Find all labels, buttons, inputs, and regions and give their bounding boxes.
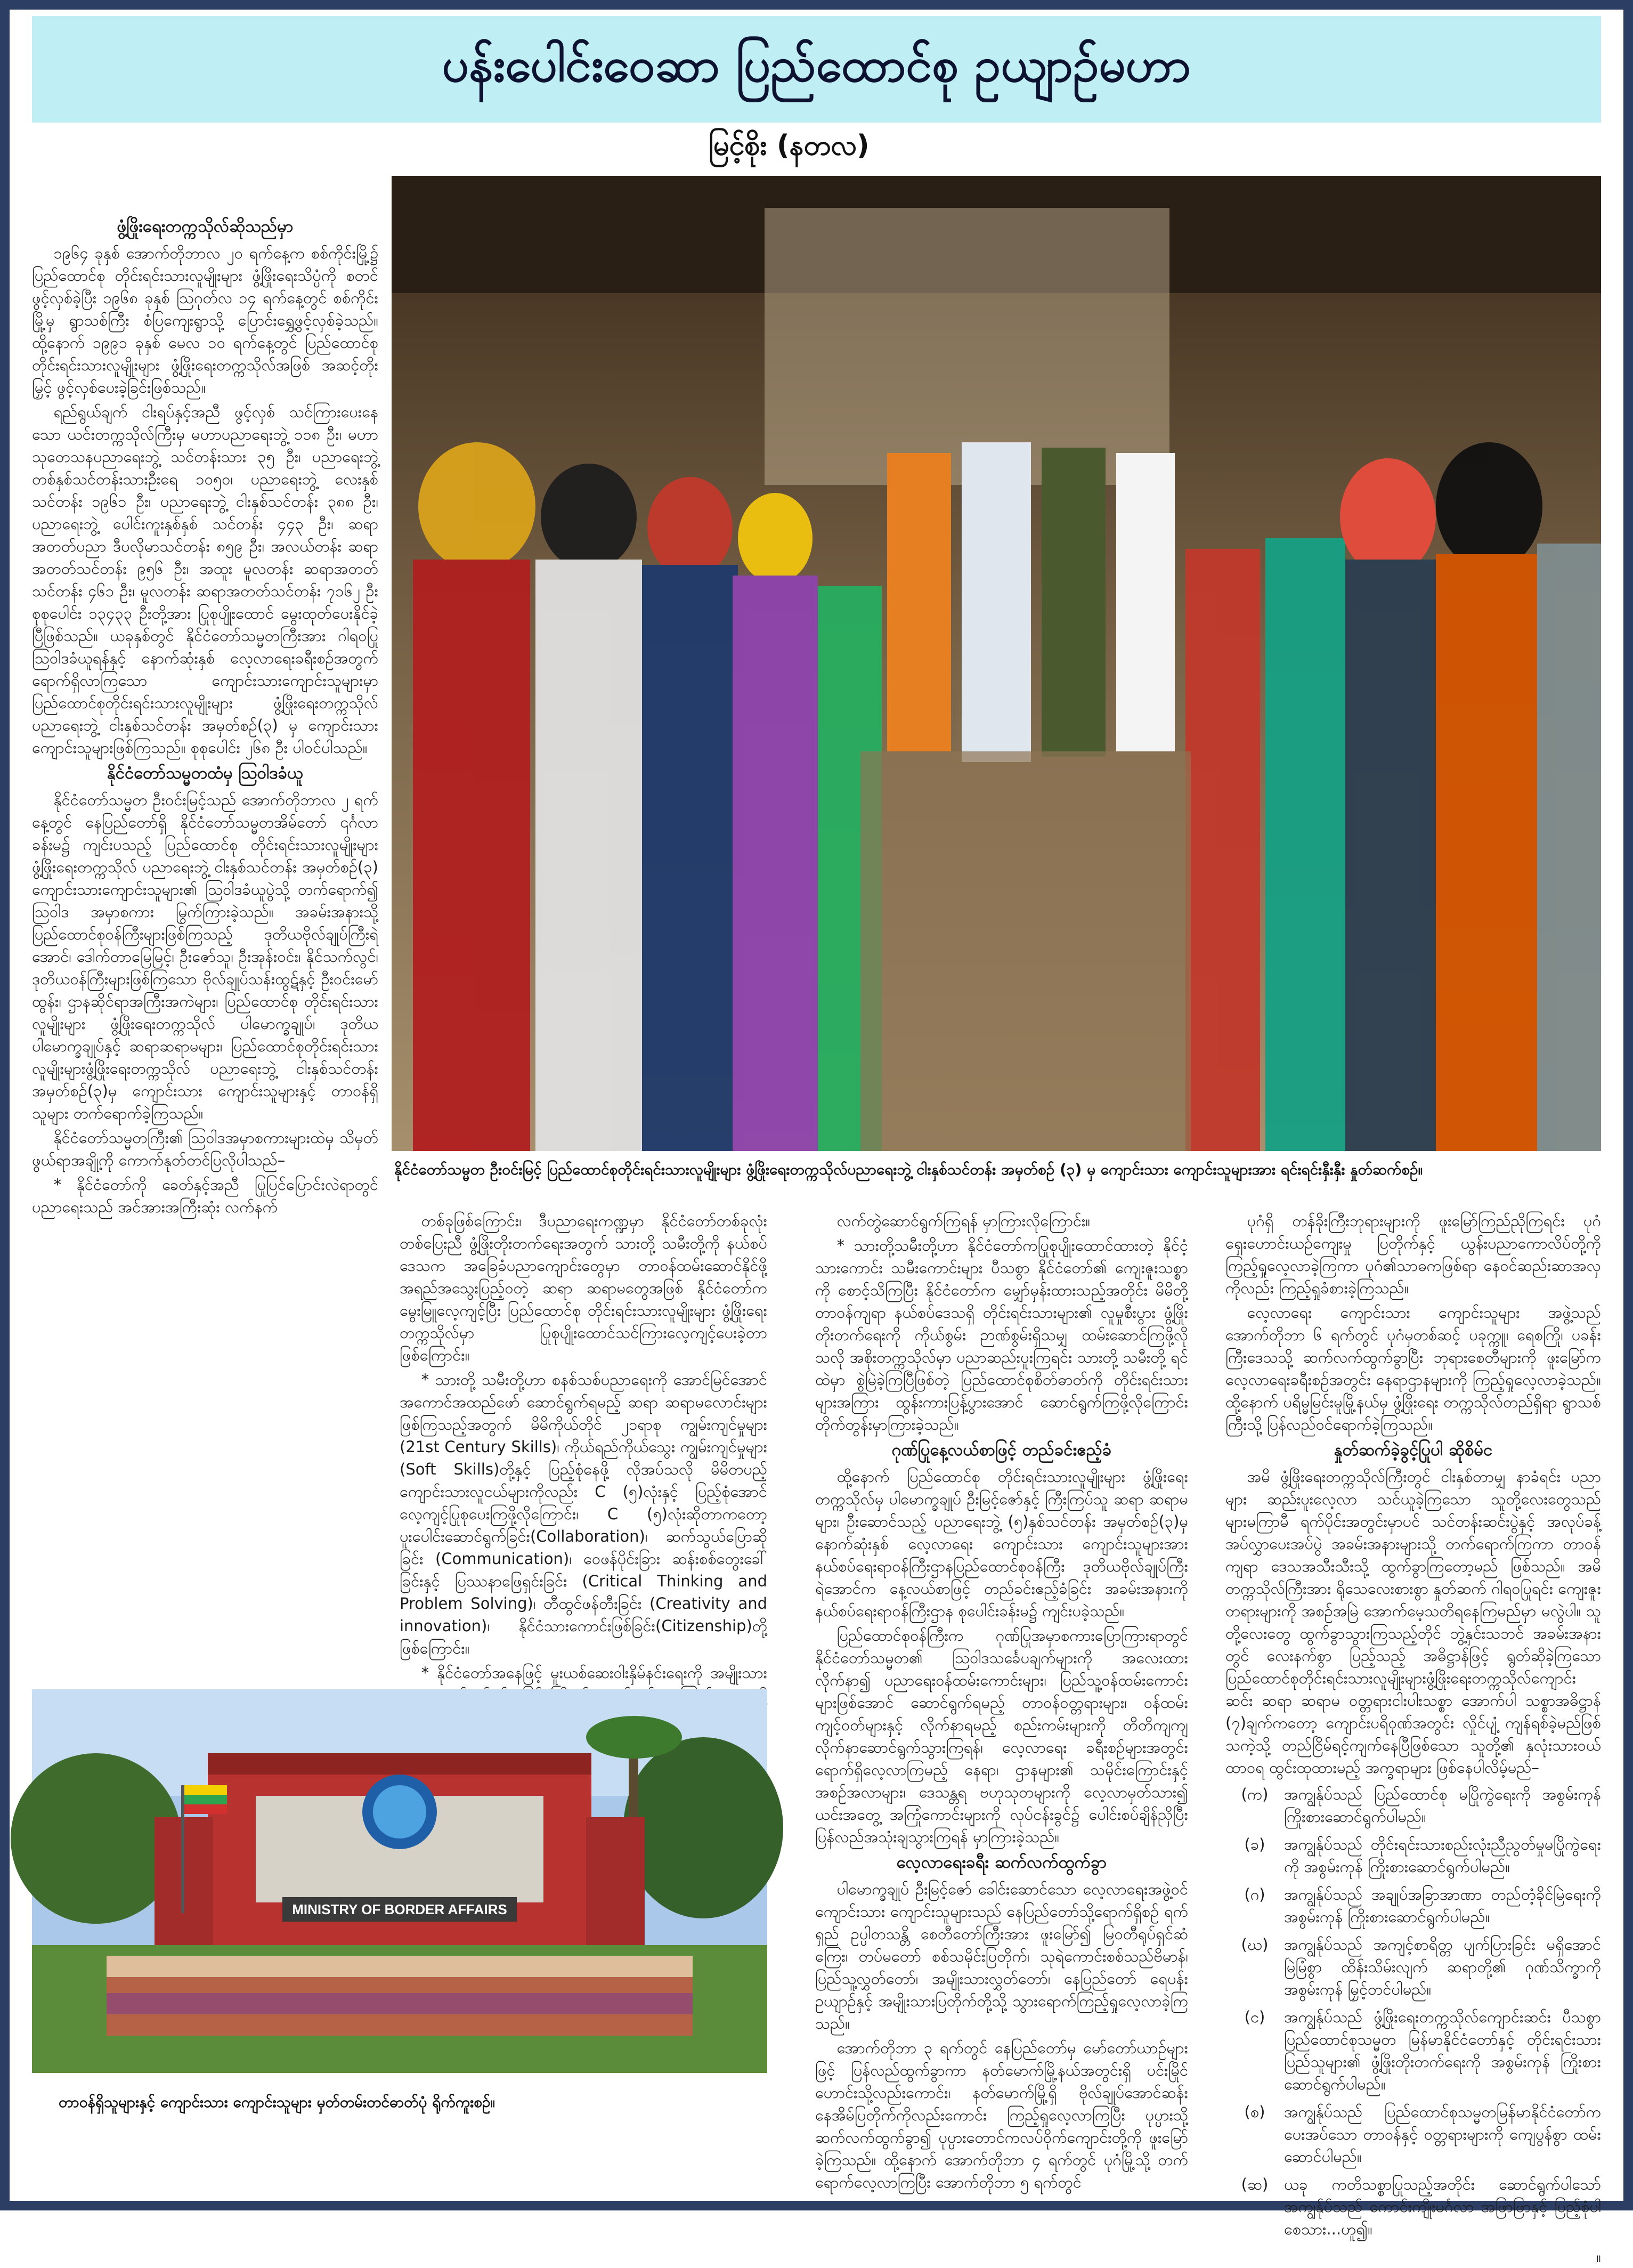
paragraph: ပါမောက္ခချုပ် ဦးမြင့်ဇော် ခေါင်းဆောင်သော လေ့လာရေးအဖွဲ့ဝင် ကျောင်းသား ကျောင်းသူများသည် နေပြည်တော်သို့ရောက်ရှိစဉ် ရက်ရှည် ဥပ္ပါတသန္တိ စေတီတော်ကြီးအား ဖူးမြော်၍ မြဝတီရုပ်ရှင်ဆံကြေး၊ တပ်မတော် စစ်သမိုင်းပြတိုက်၊ သုရဲကောင်းစစ်သည်ဗိမာန်၊ ပြည်သူ့လွှတ်တော်၊ အမျိုးသားလွှတ်တော်၊ နေပြည်တော် ရေပန်းဥယျာဉ်နှင့် အမျိုးသားပြတိုက်တို့သို့ သွားရောက်ကြည့်ရှုလေ့လာခဲ့ကြသည်။ (815, 1880, 1188, 2032)
ministry-illustration (32, 1689, 767, 2073)
paragraph: * သားတို့သမီးတို့ဟာ နိုင်ငံတော်ကပြုစုပျိုးထောင်ထားတဲ့ နိုင်ငံ့သားကောင်း သမီးကောင်းများ ပီသစွာ နိုင်ငံတော်၏ ကျေးဇူးသစ္စာကို စောင့်သိကြပြီး နိုင်ငံတော်က မျှော်မှန်းထားသည့်အတိုင်း မိမိတို့ တာဝန်ကျရာ နယ်စပ်ဒေသရှိ တိုင်းရင်းသားများ၏ လူမှုစီးပွား ဖွံ့ဖြိုးတိုးတက်ရေးကို ကိုယ်စွမ်း ဉာဏ်စွမ်းရှိသမျှ ထမ်းဆောင်ကြဖို့လိုသလို အစိုးတက္ကသိုလ်မှာ ပညာဆည်းပူးကြရင်း သားတို့ သမီးတို့ ရင်ထဲမှာ စွဲမြဲခဲ့ကြပြီဖြစ်တဲ့ ပြည်ထောင်စုစိတ်ဓာတ်ကို တိုင်းရင်းသားများအကြား ထွန်းကားပြန့်ပွားအောင် ဆောင်ရွက်ကြဖို့လိုကြောင်း တိုက်တွန်းမှာကြားခဲ့သည်။ (815, 1236, 1188, 1433)
paragraph: နိုင်ငံတော်သမ္မတကြီး၏ ဩဝါဒအမှာစကားများထဲမှ သိမှတ်ဖွယ်ရာအချို့ကို ကောက်နုတ်တင်ပြလိုပါသည်– (32, 1129, 378, 1169)
list-text: အကျွန်ုပ်သည် အချုပ်အခြာအာဏာ တည်တံ့ခိုင်မြဲရေးကို အစွမ်းကုန် ကြိုးစားဆောင်ရွက်ပါမည်။ (1284, 1885, 1601, 1926)
list-item (1225, 2006, 1601, 2095)
ministry-sign: MINISTRY OF BORDER AFFAIRS (292, 1901, 507, 1917)
photo1-caption: နိုင်ငံတော်သမ္မတ ဦးဝင်းမြင့် ပြည်ထောင်စုတိုင်းရင်းသားလူမျိုးများ ဖွံ့ဖြိုးရေးတက္ကသိုလ်ပညာရေးဘွဲ့ ငါးနှစ်သင်တန်း အမှတ်စဉ် (၃) မှ ကျောင်းသား ကျောင်းသူများအား ရင်းရင်းနှီးနှီး နှုတ်ဆက်စဉ်။ (394, 1161, 1423, 1178)
list-item (1225, 2173, 1601, 2240)
list-text: ယခု ကတိသစ္စာပြုသည့်အတိုင်း ဆောင်ရွက်ပါသော် အကျွန်ုပ်သည် ကောင်းကျိုးမင်္ဂလာ အဖြာဖြာနှင့် ပြည့်စုံပါစေသား...ဟူ၍။ (1284, 2175, 1601, 2238)
paragraph: အမိ ဖွံ့ဖြိုးရေးတက္ကသိုလ်ကြီးတွင် ငါးနှစ်တာမျှ နာခံရင်း ပညာများ ဆည်းပူးလေ့လာ သင်ယူခဲ့ကြသော သူတို့လေးတွေသည် များမကြာမီ ရက်ပိုင်းအတွင်းမှာပင် သင်တန်းဆင်းပွဲနှင့် အလုပ်ခန့်အပ်လွှာပေးအပ်ပွဲ အခမ်းအနားများသို့ တက်ရောက်ကြကာ တာဝန်ကျရာ ဒေသအသီးသီးသို့ ထွက်ခွာကြတော့မည် ဖြစ်သည်။ အမိတက္ကသိုလ်ကြီးအား ရိုသေလေးစားစွာ နှုတ်ဆက် ဂါရဝပြုရင်း ကျေးဇူးတရားများကို အစဉ်အမြဲ အောက်မေ့သတိရနေကြမည်မှာ မလွဲပါ။ သူတို့လေးတွေ ထွက်ခွာသွားကြသည့်တိုင် ဘွဲ့နှင်းသဘင် အခမ်းအနားတွင် လေးနက်စွာ ပြည့်သည့် အဓိဋ္ဌာန်ဖြင့် ရွတ်ဆိုခဲ့ကြသော ပြည်ထောင်စုတိုင်းရင်းသားလူမျိုးများဖွံ့ဖြိုးရေးတက္ကသိုလ်ကျောင်းဆင်း ဆရာ ဆရာမ ဝတ္တရားငါးပါးသစ္စာ အောက်ပါ သစ္စာအဓိဋ္ဌာန် (၇)ချက်ကတော့ ကျောင်းပရိဝုဏ်အတွင်း လှိုင်ပျံ့ ကျန်ရစ်ခဲ့မည်ဖြစ်သကဲ့သို့ တည်ငြိမ်ရင့်ကျက်နေပြီဖြစ်သော သူတို့၏ နှလုံးသားဝယ် ထာဝရ ထွင်းထုထားမည့် အက္ခရာများ ဖြစ်နေပါလိမ့်မည်– (1225, 1468, 1602, 1777)
section-heading: ဖွံ့ဖြိုးရေးတက္ကသိုလ်ဆိုသည်မှာ (117, 217, 294, 236)
paragraph: ရည်ရွယ်ချက် ငါးရပ်နှင့်အညီ ဖွင့်လှစ် သင်ကြားပေးနေသော ယင်းတက္ကသိုလ်ကြီးမှ မဟာပညာရေးဘွဲ့ ၁၁၈ ဦး၊ မဟာသုတေသနပညာရေးဘွဲ့ သင်တန်းသား ၃၅ ဦး၊ ပညာရေးဘွဲ့ တစ်နှစ်သင်တန်းသားဦးရေ ၁၀၅၀၊ ပညာရေးဘွဲ့ လေးနှစ်သင်တန်း ၁၉၆၁ ဦး၊ ပညာရေးဘွဲ့ ငါးနှစ်သင်တန်း ၃၈၈ ဦး၊ ပညာရေးဘွဲ့ ပေါင်းကူးနှစ်နှစ် သင်တန်း ၄၄၃ ဦး၊ ဆရာအတတ်ပညာ ဒီပလိုမာသင်တန်း ၈၅၉ ဦး၊ အလယ်တန်း ဆရာအတတ်သင်တန်း ၉၅၆ ဦး၊ အထူး မူလတန်း ဆရာအတတ်သင်တန်း ၄၆၁ ဦး၊ မူလတန်း ဆရာအတတ်သင်တန်း ၇၁၆၂ ဦး စုစုပေါင်း ၁၃၄၃၃ ဦးတို့အား ပြုစုပျိုးထောင် မွေးထုတ်ပေးနိုင်ခဲ့ပြီဖြစ်သည်။ ယခုနှစ်တွင် နိုင်ငံတော်သမ္မတကြီးအား ဂါရဝပြု ဩဝါဒခံယူရန်နှင့် နောက်ဆုံးနှစ် လေ့လာရေးခရီးစဉ်အတွက် ရောက်ရှိလာကြသော ကျောင်းသားကျောင်းသူများမှာ ပြည်ထောင်စုတိုင်းရင်းသားလူမျိုးများ ဖွံ့ဖြိုးရေးတက္ကသိုလ် ပညာရေးဘွဲ့ ငါးနှစ်သင်တန်း အမှတ်စဉ်(၃) မှ ကျောင်းသားကျောင်းသူများဖြစ်ကြသည်။ စုစုပေါင်း ၂၆၈ ဦး ပါဝင်ပါသည်။ (32, 403, 378, 757)
greeting-illustration (392, 176, 1601, 1151)
photo2-caption: တာဝန်ရှိသူများနှင့် ကျောင်းသား ကျောင်းသူများ မှတ်တမ်းတင်ဓာတ်ပုံ ရိုက်ကူးစဉ်။ (59, 2093, 495, 2111)
list-text: အကျွန်ုပ်သည် ဖွံ့ဖြိုးရေးတက္ကသိုလ်ကျောင်းဆင်း ပီသစွာ ပြည်ထောင်စုသမ္မတ မြန်မာနိုင်ငံတော်နှင့် တိုင်းရင်းသားပြည်သူများ၏ ဖွံ့ဖြိုးတိုးတက်ရေးကို အစွမ်းကုန် ကြိုးစားဆောင်ရွက်ပါမည်။ (1284, 2008, 1601, 2093)
list-marker: (င) (1244, 2008, 1265, 2026)
list-marker: (စ) (1244, 2103, 1265, 2121)
paragraph: ၁၉၆၄ ခုနှစ် အောက်တိုဘာလ ၂၀ ရက်နေ့က စစ်ကိုင်းမြို့၌ ပြည်ထောင်စု တိုင်းရင်းသားလူမျိုးများ ဖွံ့ဖြိုးရေးသိပ္ပံကို စတင်ဖွင့်လှစ်ခဲ့ပြီး ၁၉၆၈ ခုနှစ် ဩဂုတ်လ ၁၄ ရက်နေ့တွင် စစ်ကိုင်းမြို့မှ ရွာသစ်ကြီး စံပြကျေးရွာသို့ ပြောင်းရွှေ့ဖွင့်လှစ်ခဲ့သည်။ ထို့နောက် ၁၉၉၁ ခုနှစ် မေလ ၁၀ ရက်နေ့တွင် ပြည်ထောင်စု တိုင်းရင်းသားလူမျိုးများ ဖွံ့ဖြိုးရေးတက္ကသိုလ်အဖြစ် အဆင့်တိုးမြှင့် ဖွင့်လှစ်ပေးခဲ့ခြင်းဖြစ်သည်။ (32, 244, 378, 396)
paragraph: နိုင်ငံတော်သမ္မတ ဦးဝင်းမြင့်သည် အောက်တိုဘာလ ၂ ရက်နေ့တွင် နေပြည်တော်ရှိ နိုင်ငံတော်သမ္မတအိမ်တော် ၎င်္ဂလာခန်းမ၌ ကျင်းပသည့် ပြည်ထောင်စု တိုင်းရင်းသားလူမျိုးများ ဖွံ့ဖြိုးရေးတက္ကသိုလ် ပညာရေးဘွဲ့ ငါးနှစ်သင်တန်း အမှတ်စဉ်(၃) ကျောင်းသားကျောင်းသူများ၏ ဩဝါဒခံယူပွဲသို့ တက်ရောက်၍ ဩဝါဒ အမှာစကား မြွက်ကြားခဲ့သည်။ အခမ်းအနားသို့ ပြည်ထောင်စုဝန်ကြီးများဖြစ်ကြသည့် ဒုတိယဗိုလ်ချုပ်ကြီးရဲအောင်၊ ဒေါက်တာမြေမြင့်၊ ဦးဇော်သူ၊ ဦးအုန်းဝင်း၊ နိုင်သက်လွင်၊ ဒုတိယဝန်ကြီးများဖြစ်ကြသော ဗိုလ်ချုပ်သန်းထွဋ်နှင့် ဦးဝင်းမော်ထွန်း၊ ဌာနဆိုင်ရာအကြီးအကဲများ၊ ပြည်ထောင်စု တိုင်းရင်းသားလူမျိုးများ ဖွံ့ဖြိုးရေးတက္ကသိုလ် ပါမောက္ခချုပ်၊ ဒုတိယပါမောက္ခချုပ်နှင့် ဆရာဆရာမများ၊ ပြည်ထောင်စုတိုင်းရင်းသားလူမျိုးများဖွံ့ဖြိုးရေးတက္ကသိုလ် ပညာရေးဘွဲ့ ငါးနှစ်သင်တန်း အမှတ်စဉ်(၃)မှ ကျောင်းသား ကျောင်းသူများနှင့် တာဝန်ရှိသူများ တက်ရောက်ခဲ့ကြသည်။ (32, 791, 378, 1122)
paragraph: လက်တွဲဆောင်ရွက်ကြရန် မှာကြားလိုကြောင်း။ (836, 1212, 1091, 1230)
photo-ministry-group (32, 1689, 767, 2073)
photo-president-greeting (392, 176, 1601, 1151)
paragraph: တစ်ခုဖြစ်ကြောင်း၊ ဒီပညာရေးကဏ္ဍမှာ နိုင်ငံတော်တစ်ခုလုံး တစ်ပြေးညီ ဖွံ့ဖြိုးတိုးတက်ရေးအတွက် သားတို့ သမီးတို့ကို နယ်စပ်ဒေသက အခြေခံပညာကျောင်းတွေမှာ တာဝန်ထမ်းဆောင်နိုင်ဖို့ အရည်အသွေးပြည့်ဝတဲ့ ဆရာ ဆရာမတွေအဖြစ် နိုင်ငံတော်က မွေးမြူလေ့ကျင့်ပြီး ပြည်ထောင်စု တိုင်းရင်းသားလူမျိုးများ ဖွံ့ဖြိုးရေးတက္ကသိုလ်မှာ ပြုစုပျိုးထောင်သင်ကြားလေ့ကျင့်ပေးခဲ့တာ ဖြစ်ကြောင်း။ (400, 1212, 767, 1364)
list-text: အကျွန်ုပ်သည် ပြည်ထောင်စုသမ္မတမြန်မာနိုင်ငံတော်က ပေးအပ်သော တာဝန်နှင့် ဝတ္တရားများကို ကျေပွန်စွာ ထမ်းဆောင်ပါမည်။ (1284, 2103, 1601, 2166)
list-marker: (ခ) (1244, 1835, 1265, 1853)
list-item (1225, 1833, 1601, 1878)
column-4 (1225, 1210, 1602, 2266)
title-banner (32, 16, 1601, 123)
paragraph: * နိုင်ငံတော်အနေဖြင့် မူးယစ်ဆေးဝါးနှိမ်နင်းရေးကို အမျိုးသား (421, 1664, 767, 1682)
section-heading: နိုင်ငံတော်သမ္မတထံမှ ဩဝါဒခံယူ (107, 764, 304, 783)
paragraph: * နိုင်ငံတော်ကို ခေတ်နှင့်အညီ ပြုပြင်ပြောင်းလဲရာတွင် ပညာရေးသည် အင်အားအကြီးဆုံး လက်နက် (32, 1176, 378, 1216)
paragraph: လေ့လာရေး ကျောင်းသား ကျောင်းသူများ အဖွဲ့သည် အောက်တိုဘာ ၆ ရက်တွင် ပုဂံမှတစ်ဆင့် ပခုက္ကူ၊ ရေစကြို၊ ပခန်းကြီးဒေသသို့ ဆက်လက်ထွက်ခွာပြီး ဘုရားစေတီများကို ဖူးမြော်က လေ့လာရေးခရီးစဉ်အတွင်း နေရာဌာနများကို ကြည့်ရှုလေ့လာခဲ့သည်။ ထို့နောက် ပရိမ္မမြင်းမူမြို့နယ်မှ ဖွံ့ဖြိုးရေး တက္ကသိုလ်တည်ရှိရာ ရွာသစ်ကြီးသို့ ပြန်လည်ဝင်ရောက်ခဲ့ကြသည်။ (1225, 1303, 1601, 1433)
list-marker: (က) (1241, 1785, 1269, 1803)
list-item (1225, 1883, 1601, 1928)
paragraph: ပုဂံရှိ တန်ခိုးကြီးဘုရားများကို ဖူးမြော်ကြည်ညိုကြရင်း ပုဂံ ရှေးဟောင်းယဉ်ကျေးမှု ပြတိုက်နှင့် ယွန်းပညာကောလိပ်တို့ကို ကြည့်ရှုလေ့လာခဲ့ကြကာ ပုဂံ၏သာဓကဖြစ်ရာ နေဝင်ဆည်းဆာအလှကိုလည်း ကြည့်ရှုခံစားခဲ့ကြသည်။ (1225, 1212, 1601, 1297)
list-marker: (ဃ) (1241, 1935, 1269, 1954)
list-marker: (ဂ) (1244, 1885, 1265, 1904)
list-text: အကျွန်ုပ်သည် ပြည်ထောင်စု မပြိုကွဲရေးကို အစွမ်းကုန် ကြိုးစားဆောင်ရွက်ပါမည်။ (1284, 1785, 1601, 1826)
paragraph: * သားတို့ သမီးတို့ဟာ စနစ်သစ်ပညာရေးကို အောင်မြင်အောင် အကောင်အထည်ဖော် ဆောင်ရွက်ရမည့် ဆရာ ဆရာမလောင်းများဖြစ်ကြသည့်အတွက် မိမိကိုယ်တိုင် ၂၁ရာစု ကျွမ်းကျင်မှုများ (21st Century Skills)၊ ကိုယ်ရည်ကိုယ်သွေး ကျွမ်းကျင်မှုများ (Soft Skills)တို့နှင့် ပြည့်စုံနေဖို့ လိုအပ်သလို မိမိတပည့် ကျောင်းသားလူငယ်များကိုလည်း C (၅)လုံးနှင့် ပြည့်စုံအောင် လေ့ကျင့်ပြုစုပေးကြဖို့လိုကြောင်း၊ C (၅)လုံးဆိုတာကတော့ ပူးပေါင်းဆောင်ရွက်ခြင်း(Collaboration)၊ ဆက်သွယ်ပြောဆိုခြင်း (Communication)၊ ဝေဖန်ပိုင်းခြား ဆန်းစစ်တွေးခေါ်ခြင်းနှင့် ပြဿနာဖြေရှင်းခြင်း (Critical Thinking and Problem Solving)၊ တီထွင်ဖန်တီးခြင်း (Creativity and innovation)၊ နိုင်ငံသားကောင်းဖြစ်ခြင်း(Citizenship)တို့ ဖြစ်ကြောင်း။ (400, 1371, 767, 1657)
oath-list (1225, 1783, 1601, 2240)
list-item (1225, 1783, 1601, 1828)
closing-mark: ။ (1596, 2248, 1601, 2266)
column-3 (815, 1210, 1188, 2191)
paragraph: ထို့နောက် ပြည်ထောင်စု တိုင်းရင်းသားလူမျိုးများ ဖွံ့ဖြိုးရေးတက္ကသိုလ်မှ ပါမောက္ခချုပ် ဦးမြင့်ဇော်နှင့် ကြီးကြပ်သူ ဆရာ ဆရာမများ၊ ဦးဆောင်သည့် ပညာရေးဘွဲ့ (၅)နှစ်သင်တန်း အမှတ်စဉ်(၃)မှ နောက်ဆုံးနှစ် လေ့လာရေး ကျောင်းသား ကျောင်းသူများအား နယ်စပ်ရေးရာဝန်ကြီးဌာနပြည်ထောင်စုဝန်ကြီး ဒုတိယဗိုလ်ချုပ်ကြီး ရဲအောင်က နေ့လယ်စာဖြင့် တည်ခင်းဧည့်ခံခြင်း အခမ်းအနားကို နယ်စပ်ရေးရာဝန်ကြီးဌာန စုပေါင်းခန်းမ၌ ကျင်းပခဲ့သည်။ (815, 1468, 1188, 1620)
list-text: အကျွန်ုပ်သည် အကျင့်စာရိတ္တ ပျက်ပြားခြင်း မရှိအောင် မြဲမြံစွာ ထိန်းသိမ်းလျက် ဆရာတို့၏ ဂုဏ်သိက္ခာကို အစွမ်းကုန် မြှင့်တင်ပါမည်။ (1284, 1935, 1601, 1998)
list-item (1225, 1933, 1601, 2000)
list-item (1225, 2101, 1601, 2168)
section-heading: ဂုဏ်ပြုနေ့လယ်စာဖြင့် တည်ခင်းဧည့်ခံ (891, 1440, 1112, 1460)
author-byline: မြင့်စိုး (နတလ) (709, 129, 870, 161)
paragraph: ပြည်ထောင်စုဝန်ကြီးက ဂုဏ်ပြုအမှာစကားပြောကြားရာတွင် နိုင်ငံတော်သမ္မတ၏ ဩဝါဒသင်္ခေပချက်များကို အလေးထားလိုက်နာ၍ ပညာရေးဝန်ထမ်းကောင်းများ၊ ပြည်သူ့ဝန်ထမ်းကောင်းများဖြစ်အောင် ဆောင်ရွက်ရမည့် တာဝန်ဝတ္တရားများ၊ ဝန်ထမ်းကျင့်ဝတ်များနှင့် လိုက်နာရမည့် စည်းကမ်းများကို တိတိကျကျ လိုက်နာဆောင်ရွက်သွားကြရန်၊ လေ့လာရေး ခရီးစဉ်များအတွင်း ရောက်ရှိလေ့လာကြမည့် နေရာ၊ ဌာနများ၏ သမိုင်းကြောင်းနှင့် အစဉ်အလာများ၊ ဒေသန္တရ ဗဟုသုတများကို လေ့လာမှတ်သား၍ ယင်းအတွေ့ အကြုံကောင်းများကို လုပ်ငန်းခွင်၌ ပေါင်းစပ်ချိန်ညှိပြီး ပြန်လည်အသုံးချသွားကြရန် မှာကြားခဲ့သည်။ (815, 1626, 1188, 1846)
section-heading: လေ့လာရေးခရီး ဆက်လက်ထွက်ခွာ (896, 1853, 1107, 1872)
list-text: အကျွန်ုပ်သည် တိုင်းရင်းသားစည်းလုံးညီညွတ်မှုမပြိုကွဲရေးကို အစွမ်းကုန် ကြိုးစားဆောင်ရွက်ပါမည်။ (1284, 1835, 1601, 1876)
page-title: ပန်းပေါင်းဝေဆာ ပြည်ထောင်စု ဥယျာဉ်မဟာ (442, 37, 1191, 92)
section-heading: နှုတ်ဆက်ခဲ့ခွင့်ပြုပါ ဆိုစိမ်င (1334, 1440, 1493, 1460)
list-marker: (ဆ) (1241, 2175, 1269, 2193)
paragraph: အောက်တိုဘာ ၃ ရက်တွင် နေပြည်တော်မှ မော်တော်ယာဉ်များဖြင့် ပြန်လည်ထွက်ခွာကာ နတ်မောက်မြို့နယ်အတွင်းရှိ ပင်းမြိုင်ဟောင်းသို့လည်းကောင်း၊ နတ်မောက်မြို့ရှိ ဗိုလ်ချုပ်အောင်ဆန်းနေအိမ်ပြတိုက်ကိုလည်းကောင်း ကြည့်ရှုလေ့လာကြပြီး ပုပ္ပားသို့ ဆက်လက်ထွက်ခွာ၍ ပုပ္ပားတောင်ကလပ်ဝိုက်ကျောင်းတို့ကို ဖူးမြော်ခဲ့ကြသည်။ ထို့နောက် အောက်တိုဘာ ၄ ရက်တွင် ပုဂံမြို့သို့ တက်ရောက်လေ့လာကြပြီး အောက်တိုဘာ ၅ ရက်တွင် (815, 2039, 1188, 2191)
column-1 (32, 212, 378, 1843)
